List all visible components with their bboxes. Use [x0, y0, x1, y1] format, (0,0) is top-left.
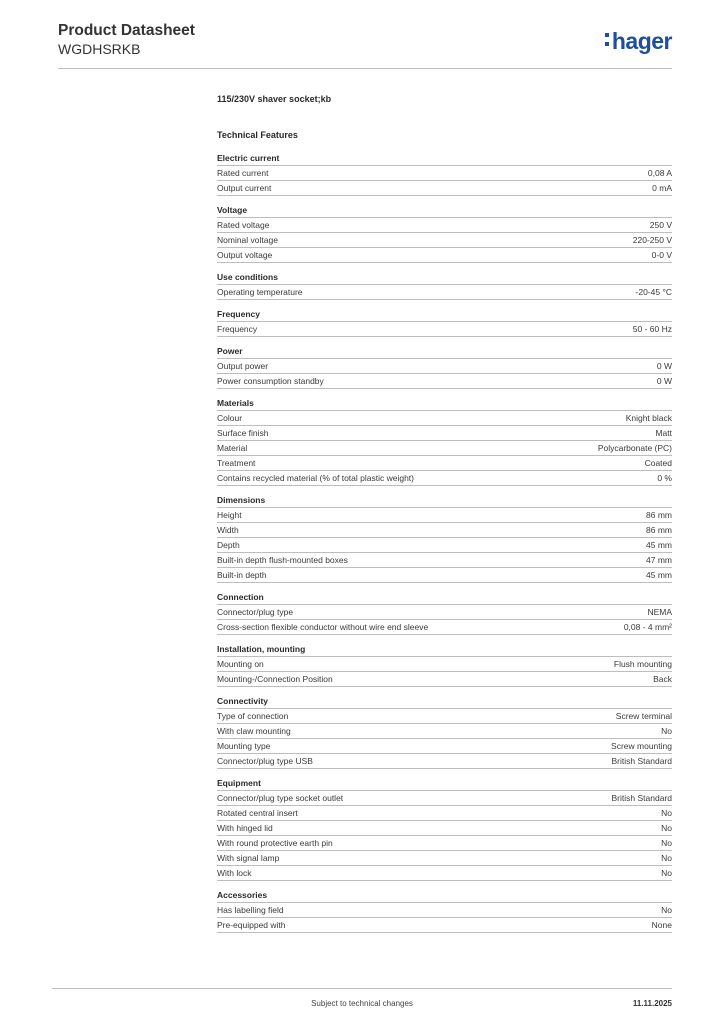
spec-row [217, 426, 672, 441]
section-power [217, 345, 672, 389]
spec-label: Built-in depth flush-mounted boxes [217, 555, 348, 565]
spec-label: Surface finish [217, 428, 269, 438]
footer-note: Subject to technical changes [311, 999, 413, 1008]
spec-row [217, 359, 672, 374]
spec-label: Cross-section flexible conductor without wire end sleeve [217, 622, 429, 632]
section-title: Installation, mounting [217, 643, 672, 657]
spec-row [217, 836, 672, 851]
spec-label: Nominal voltage [217, 235, 278, 245]
spec-label: Height [217, 510, 242, 520]
spec-label: Output current [217, 183, 272, 193]
spec-row [217, 285, 672, 300]
spec-value: 0 % [657, 473, 672, 483]
spec-value: No [661, 838, 672, 848]
section-title: Connection [217, 591, 672, 605]
spec-value: 0,08 A [647, 168, 672, 178]
spec-label: With claw mounting [217, 726, 291, 736]
spec-value: No [661, 726, 672, 736]
spec-row [217, 724, 672, 739]
spec-label: Mounting-/Connection Position [217, 674, 333, 684]
spec-label: Frequency [217, 324, 258, 334]
spec-row [217, 806, 672, 821]
spec-value: Polycarbonate (PC) [597, 443, 672, 453]
spec-value: 47 mm [646, 555, 672, 565]
spec-value: 86 mm [646, 510, 672, 520]
spec-label: Rated current [217, 168, 269, 178]
spec-row [217, 918, 672, 933]
section-equipment [217, 777, 672, 881]
spec-row [217, 605, 672, 620]
spec-value: No [661, 808, 672, 818]
spec-row [217, 374, 672, 389]
spec-value: 220-250 V [632, 235, 672, 245]
spec-row [217, 471, 672, 486]
section-title: Equipment [217, 777, 672, 791]
section-accessories [217, 889, 672, 933]
spec-value: 45 mm [646, 540, 672, 550]
section-frequency [217, 308, 672, 337]
document-title: Product Datasheet [58, 22, 195, 39]
spec-value: Screw mounting [611, 741, 672, 751]
spec-label: Power consumption standby [217, 376, 324, 386]
spec-value: Screw terminal [615, 711, 672, 721]
spec-label: Rotated central insert [217, 808, 298, 818]
spec-value: 86 mm [646, 525, 672, 535]
spec-row [217, 538, 672, 553]
spec-row [217, 866, 672, 881]
spec-value: 0-0 V [651, 250, 672, 260]
section-connectivity [217, 695, 672, 769]
page-header [58, 22, 672, 69]
spec-value: British Standard [611, 756, 672, 766]
spec-row [217, 322, 672, 337]
spec-value: -20-45 °C [635, 287, 672, 297]
spec-row [217, 553, 672, 568]
spec-row [217, 181, 672, 196]
spec-value: Coated [644, 458, 672, 468]
spec-value: No [661, 905, 672, 915]
spec-value: None [651, 920, 672, 930]
spec-value: 50 - 60 Hz [632, 324, 672, 334]
feature-sections [217, 152, 672, 933]
section-title: Power [217, 345, 672, 359]
datasheet-content [217, 92, 672, 933]
spec-row [217, 754, 672, 769]
logo-dots-icon [605, 33, 610, 51]
section-title: Electric current [217, 152, 672, 166]
logo-text: hager [611, 28, 672, 54]
spec-row [217, 508, 672, 523]
section-materials [217, 397, 672, 486]
spec-label: Type of connection [217, 711, 289, 721]
spec-label: Connector/plug type USB [217, 756, 313, 766]
spec-value: 250 V [649, 220, 672, 230]
spec-value: No [661, 823, 672, 833]
spec-value: No [661, 853, 672, 863]
section-electric-current [217, 152, 672, 196]
section-voltage [217, 204, 672, 263]
spec-label: Connector/plug type socket outlet [217, 793, 344, 803]
section-title: Voltage [217, 204, 672, 218]
spec-value: 0 W [656, 376, 672, 386]
product-code: WGDHSRKB [58, 41, 141, 57]
spec-row [217, 568, 672, 583]
spec-value: Back [653, 674, 672, 684]
spec-value: 0 mA [652, 183, 672, 193]
spec-label: Treatment [217, 458, 256, 468]
section-dimensions [217, 494, 672, 583]
spec-value: 0 W [656, 361, 672, 371]
technical-features-heading: Technical Features [217, 130, 298, 140]
spec-value: British Standard [611, 793, 672, 803]
spec-value: Matt [655, 428, 672, 438]
spec-label: Rated voltage [217, 220, 270, 230]
spec-row [217, 411, 672, 426]
section-connection [217, 591, 672, 635]
spec-label: Mounting type [217, 741, 271, 751]
spec-row [217, 218, 672, 233]
section-title: Dimensions [217, 494, 672, 508]
spec-label: Connector/plug type [217, 607, 294, 617]
spec-label: Mounting on [217, 659, 264, 669]
spec-row [217, 166, 672, 181]
spec-label: Output power [217, 361, 269, 371]
spec-label: With round protective earth pin [217, 838, 333, 848]
spec-label: Operating temperature [217, 287, 303, 297]
footer-date: 11.11.2025 [632, 999, 672, 1008]
spec-label: With signal lamp [217, 853, 280, 863]
spec-value: 0,08 - 4 mm² [623, 622, 672, 632]
section-title: Accessories [217, 889, 672, 903]
section-title: Frequency [217, 308, 672, 322]
spec-row [217, 456, 672, 471]
page-footer [52, 988, 672, 1019]
spec-row [217, 739, 672, 754]
spec-label: Colour [217, 413, 243, 423]
section-title: Use conditions [217, 271, 672, 285]
spec-row [217, 821, 672, 836]
spec-label: With lock [217, 868, 252, 878]
hager-logo [605, 28, 672, 54]
spec-row [217, 851, 672, 866]
section-use-conditions [217, 271, 672, 300]
spec-label: Contains recycled material (% of total plastic weight) [217, 473, 414, 483]
spec-row [217, 441, 672, 456]
spec-label: Pre-equipped with [217, 920, 286, 930]
spec-row [217, 672, 672, 687]
spec-label: Output voltage [217, 250, 273, 260]
spec-label: Built-in depth [217, 570, 267, 580]
spec-label: With hinged lid [217, 823, 273, 833]
spec-label: Width [217, 525, 239, 535]
spec-row [217, 233, 672, 248]
spec-label: Has labelling field [217, 905, 284, 915]
section-title: Materials [217, 397, 672, 411]
spec-value: Flush mounting [613, 659, 672, 669]
section-title: Connectivity [217, 695, 672, 709]
spec-row [217, 620, 672, 635]
spec-value: 45 mm [646, 570, 672, 580]
section-installation-mounting [217, 643, 672, 687]
spec-value: Knight black [625, 413, 672, 423]
spec-row [217, 709, 672, 724]
spec-label: Depth [217, 540, 240, 550]
spec-label: Material [217, 443, 248, 453]
spec-row [217, 657, 672, 672]
spec-row [217, 903, 672, 918]
spec-value: NEMA [647, 607, 672, 617]
spec-value: No [661, 868, 672, 878]
spec-row [217, 523, 672, 538]
spec-row [217, 248, 672, 263]
spec-row [217, 791, 672, 806]
product-name: 115/230V shaver socket;kb [217, 94, 332, 104]
